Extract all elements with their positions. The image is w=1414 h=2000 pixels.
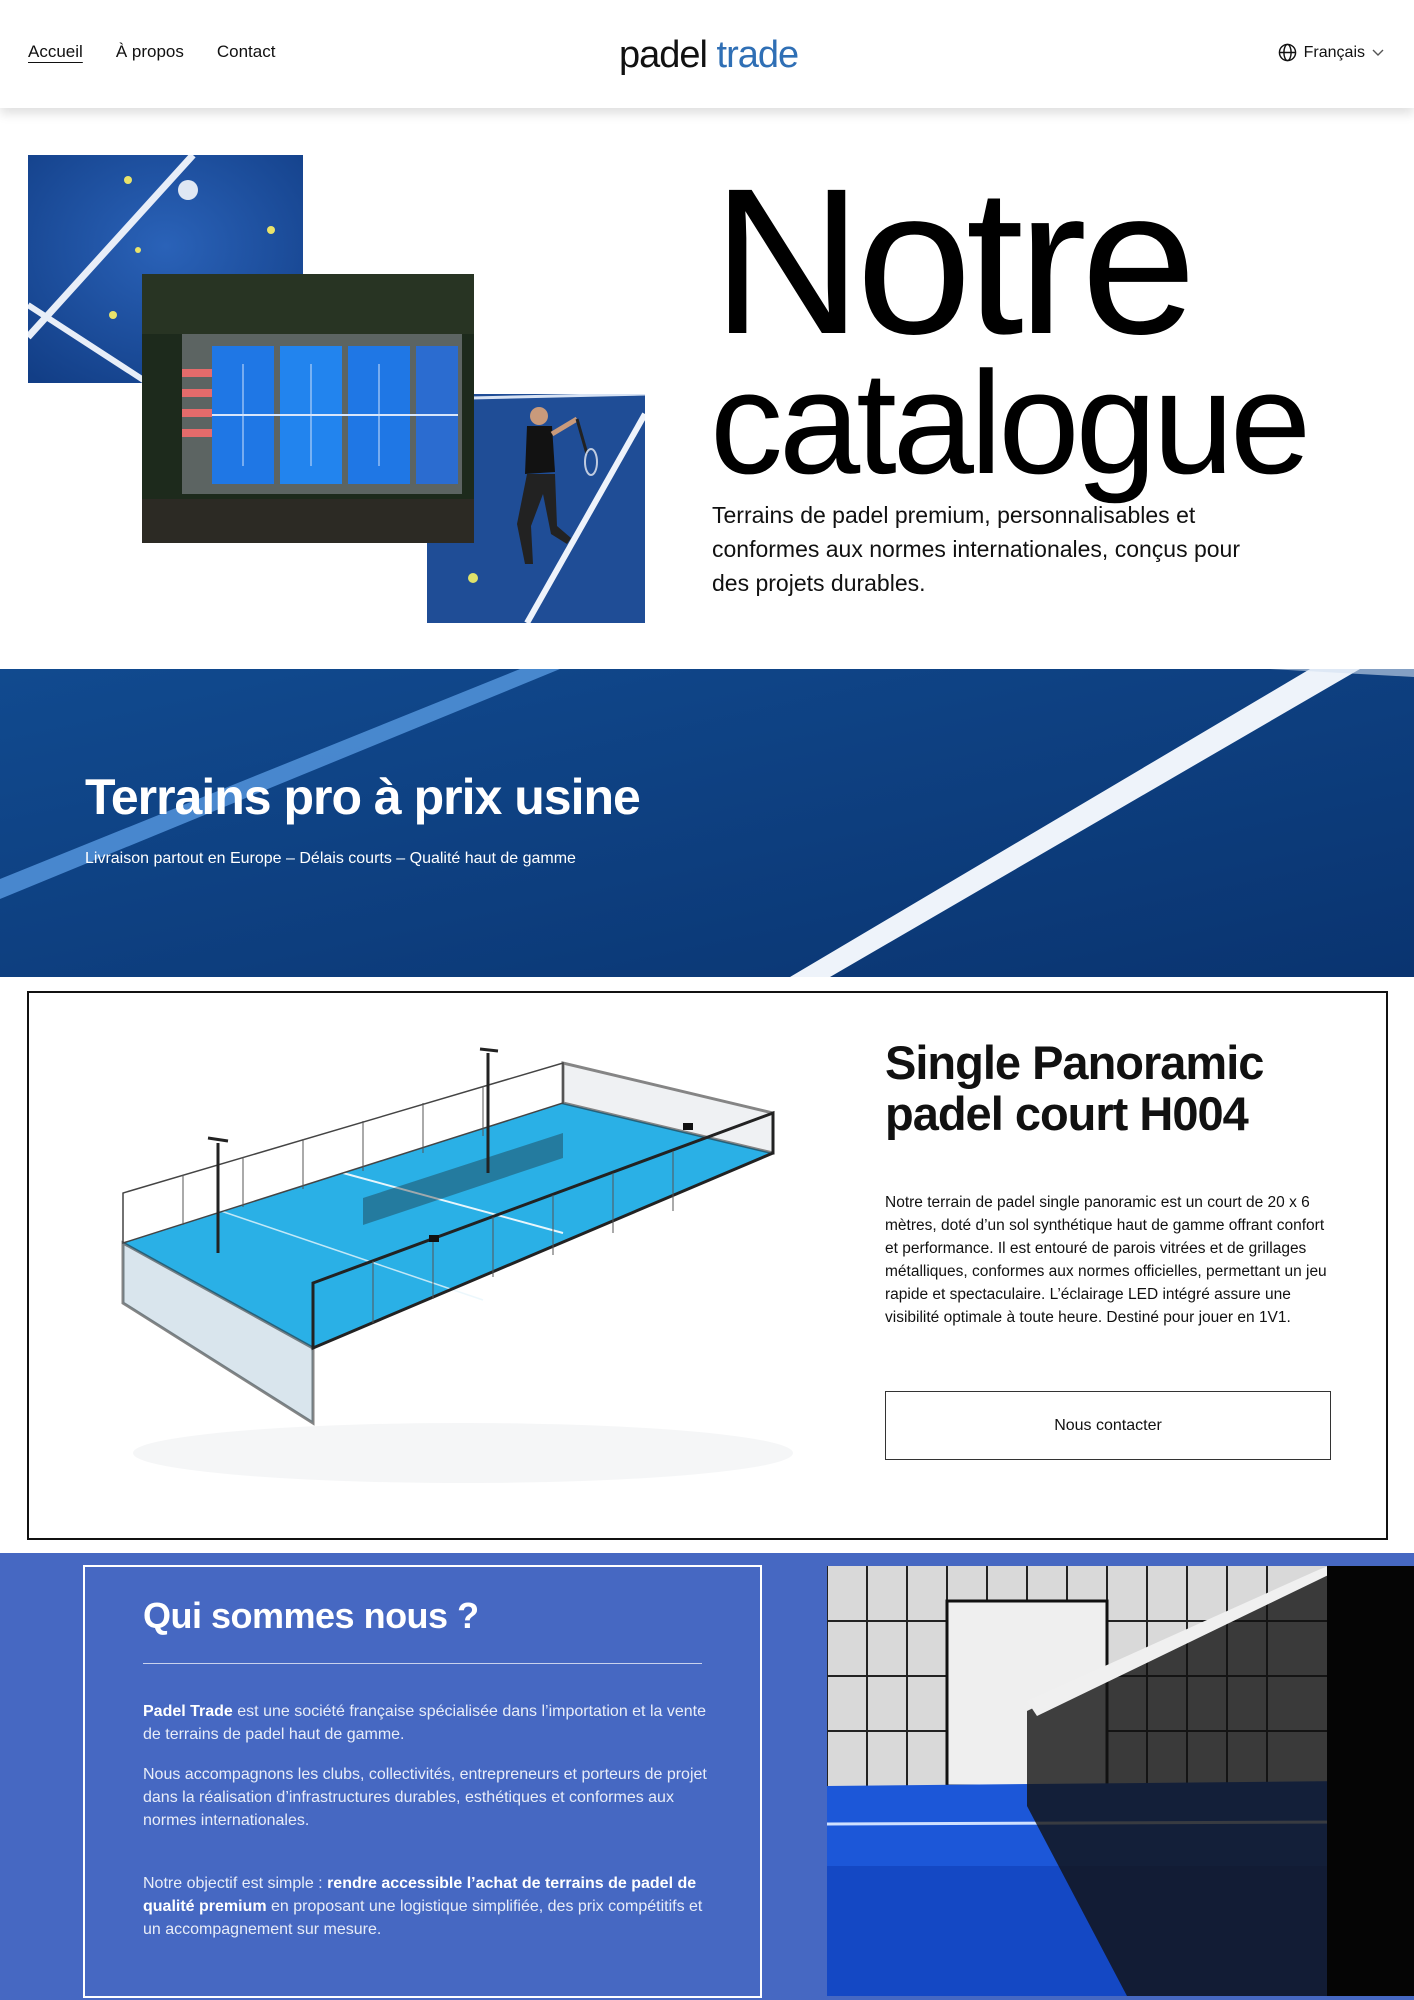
banner-subtitle: Livraison partout en Europe – Délais courts – Qualité haut de gamme [85,850,576,867]
hero-title-line2: catalogue [710,341,1308,504]
hero-subtitle: Terrains de padel premium, personnalisables et conformes aux normes internationales, conçus pour des projets durables. [712,502,1241,596]
about-paragraph-2: Nous accompagnons les clubs, collectivités, entrepreneurs et porteurs de projet dans la réalisation d’infrastructures durables, esthétiques et conformes aux normes internationales. [143,1766,707,1829]
logo-text-padel: padel [619,34,707,76]
promo-banner [0,669,1414,977]
about-paragraph-3-strong: rendre accessible l’achat de terrains de padel de qualité premium [143,1875,697,1915]
contact-button[interactable]: Nous contacter [885,1391,1331,1460]
chevron-down-icon [1372,49,1384,57]
nav-link-accueil[interactable]: Accueil [28,42,83,61]
logo-text-trade: trade [716,34,799,76]
about-section [0,1553,1414,2000]
site-logo[interactable] [619,34,798,77]
product-image-padel-court-3d [43,1003,843,1523]
language-label: Français [1303,43,1365,61]
hero-image-padel-club-aerial [142,274,474,543]
about-paragraph-3-intro: Notre objectif est simple : [143,1875,328,1892]
about-company-name: Padel Trade [143,1703,233,1720]
about-paragraph-3-text: en proposant une logistique simplifiée, des prix compétitifs et un accompagnement sur mesure. [143,1898,703,1938]
site-header [0,0,1414,108]
about-paragraph-1 [143,1700,707,1746]
language-selector[interactable] [1278,43,1384,62]
about-title: Qui sommes nous ? [143,1595,479,1636]
about-image-padel-net [827,1566,1414,1996]
about-text-box [83,1565,762,1998]
about-paragraph-3 [143,1872,707,1941]
globe-icon [1278,43,1297,62]
nav-link-a-propos[interactable]: À propos [115,42,184,61]
hero-title-line1: Notre [712,146,1191,378]
about-paragraph-1-text: est une société française spécialisée dans l’importation et la vente de terrains de padel haut de gamme. [143,1703,706,1743]
nav-link-contact[interactable]: Contact [216,42,276,61]
product-title: Single Panoramic padel court H004 [885,1036,1264,1140]
banner-title: Terrains pro à prix usine [85,769,640,825]
product-card [27,991,1388,1540]
about-divider [143,1663,702,1664]
product-description: Notre terrain de padel single panoramic est un court de 20 x 6 mètres, doté d’un sol synthétique haut de gamme offrant confort et performance. Il est entouré de parois vitrées et de grillages métalliques, conformes aux normes officielles, permettant un jeu rapide et spectaculaire. L’éclairage LED intégré assure une visibilité optimale à toute heure. Destiné pour jouer en 1V1. [885,1194,1327,1326]
main-nav [28,42,275,62]
